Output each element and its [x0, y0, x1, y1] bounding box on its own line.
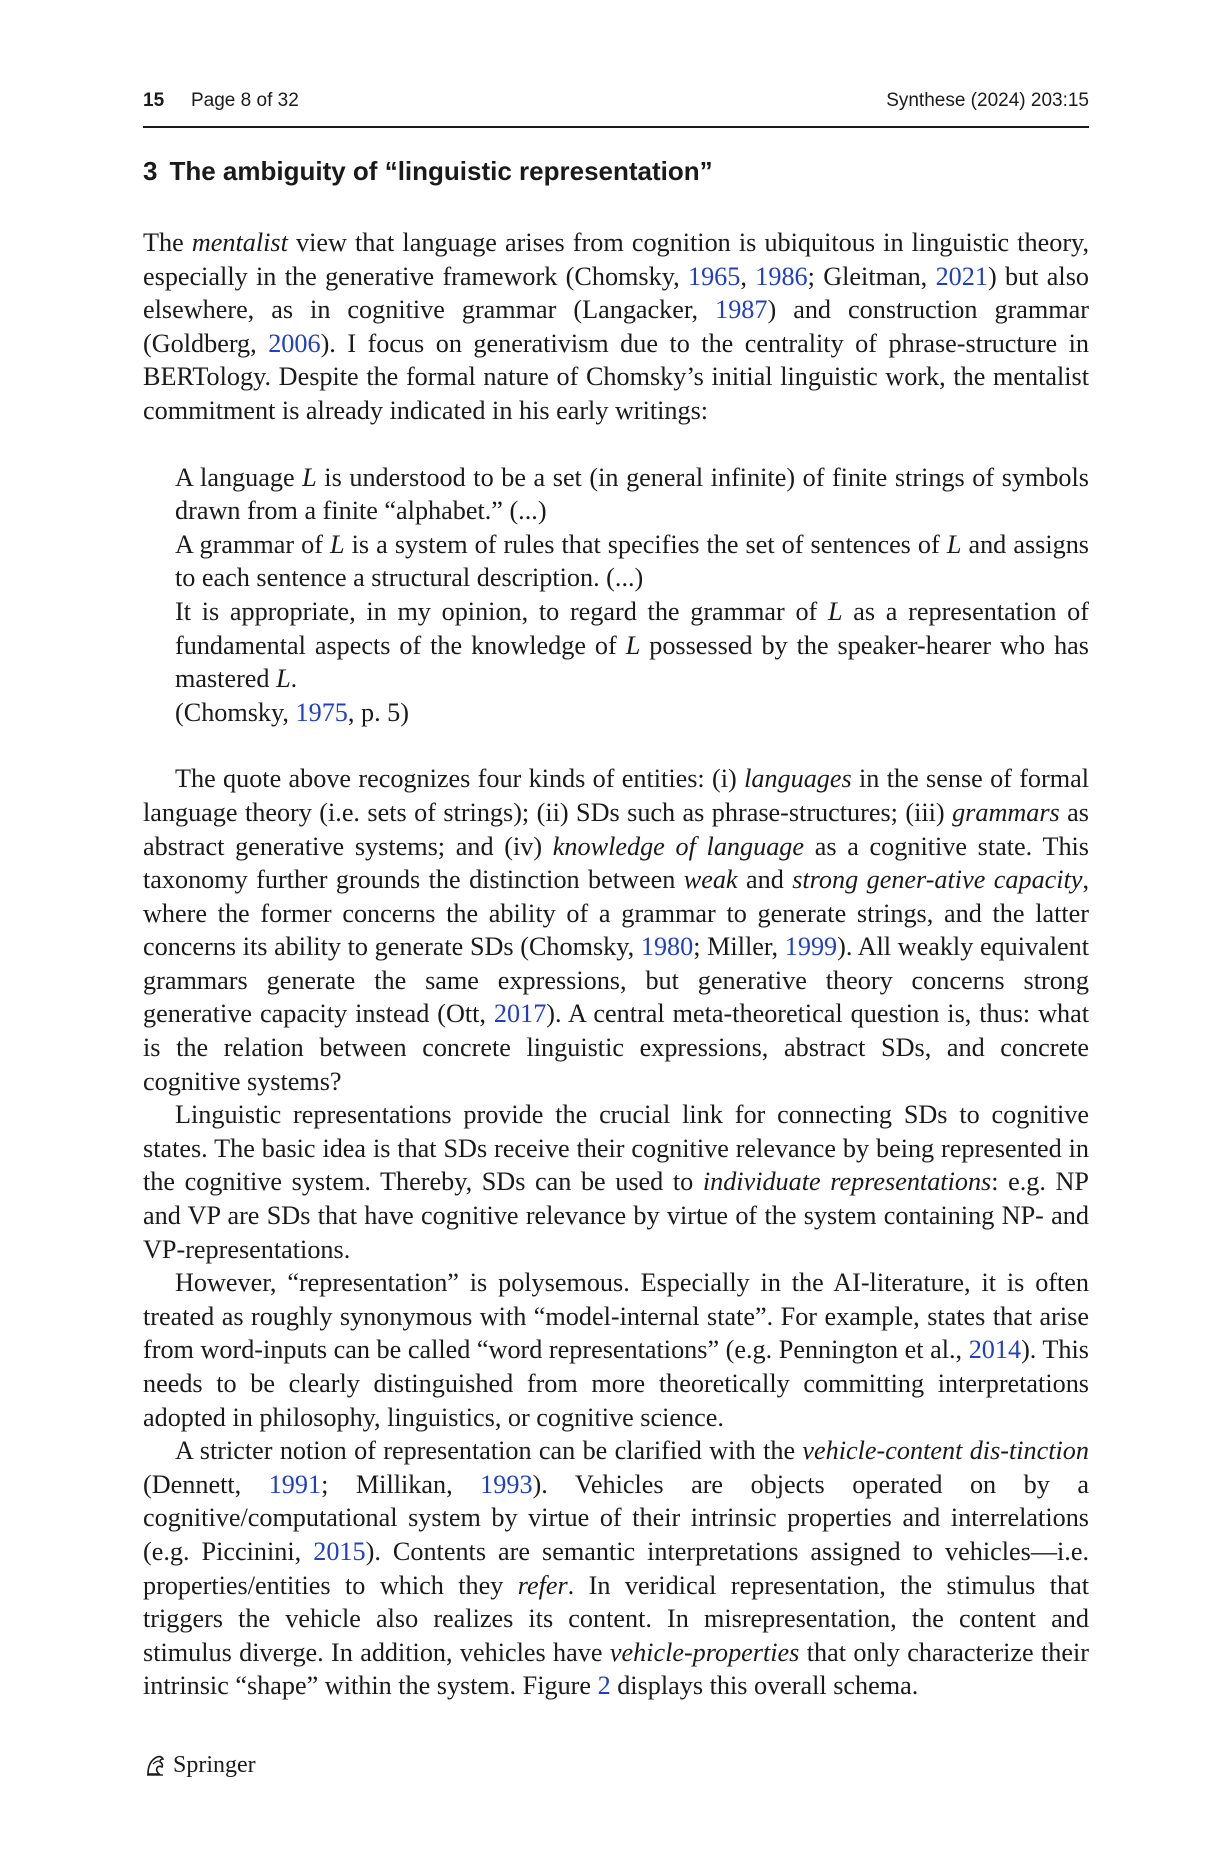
quote-line-2: [175, 528, 1089, 595]
body-text: [143, 226, 1089, 1703]
text-run: ). I focus on generativism due to the centrality of phrase-structure in BERTology. Despite the formal nature of Chomsky’s initial linguistic work, the mentalist commitment is already indicated in his early writings:: [143, 328, 1089, 425]
text-run: ). Vehicles are objects operated on by a cognitive/computational system by virtue of their intrinsic properties and interrelations (e.g. Piccinini,: [143, 1469, 1089, 1566]
text-run: . In veridical representation, the stimulus that triggers the vehicle also realizes its content. In misrepresentation, the content and stimulus diverge. In addition, vehicles have: [143, 1570, 1090, 1667]
text-run: ; Miller,: [693, 932, 785, 962]
emphasis: weak: [683, 865, 738, 895]
citation-link[interactable]: 1993: [480, 1469, 533, 1499]
emphasis: grammars: [952, 797, 1060, 827]
math-variable: L: [625, 630, 641, 660]
citation-link[interactable]: 2006: [268, 328, 321, 358]
math-variable: L: [276, 664, 291, 694]
block-quote: [175, 461, 1089, 730]
paragraph-4: [143, 1266, 1089, 1434]
emphasis: refer: [517, 1570, 568, 1600]
citation-link[interactable]: 1965: [687, 261, 741, 291]
text-run: ) but also elsewhere, as in cognitive grammar (Langacker,: [143, 261, 1089, 325]
text-run: Linguistic representations provide the crucial link for connecting SDs to cognitive states. The basic idea is that SDs receive their cognitive relevance by being represented in the cognitive system. Thereby, SDs can be used to: [143, 1100, 1089, 1197]
math-variable: L: [329, 529, 345, 559]
text-run: (Chomsky,: [175, 697, 296, 727]
text-run: ). A central meta-theoretical question is, thus: what is the relation between concrete linguistic expressions, abstract SDs, and concrete cognitive systems?: [143, 999, 1090, 1096]
emphasis: knowledge of language: [552, 831, 805, 861]
text-run: possessed by the speaker-hearer who has mastered: [175, 630, 1089, 694]
text-run: The: [143, 228, 192, 257]
text-run: ; Gleitman,: [807, 261, 936, 291]
text-run: ) and construction grammar (Goldberg,: [143, 295, 1089, 358]
text-run: It is appropriate, in my opinion, to regard the grammar of: [175, 596, 828, 626]
citation-link[interactable]: 1999: [784, 932, 838, 962]
text-run: The quote above recognizes four kinds of entities: (i): [175, 764, 745, 794]
emphasis: vehicle-properties: [609, 1637, 800, 1667]
quote-line-1: [175, 461, 1089, 528]
text-run: that only characterize their intrinsic “shape” within the system. Figure: [143, 1637, 1089, 1701]
text-run: as a cognitive state. This taxonomy further grounds the distinction between: [143, 831, 1089, 895]
emphasis: vehicle-content dis-tinction: [802, 1436, 1089, 1466]
citation-link[interactable]: 1991: [268, 1469, 322, 1499]
text-run: is a system of rules that specifies the set of sentences of: [344, 529, 947, 559]
text-run: , where the former concerns the ability of a grammar to generate strings, and the latter concerns its ability to generate SDs (Chomsky,: [143, 865, 1090, 962]
text-run: ). This needs to be clearly distinguished from more theoretically committing interpretations adopted in philosophy, linguistics, or cognitive science.: [143, 1335, 1089, 1432]
page-label: Page 8 of 32: [191, 90, 299, 111]
text-run: , p. 5): [347, 697, 409, 727]
figure-link[interactable]: 2: [597, 1671, 611, 1701]
text-run: However, “representation” is polysemous. Especially in the AI-literature, it is often treated as roughly synonymous with “model-internal state”. For example, states that arise from word-inputs can be called “word representations” (e.g. Pennington et al.,: [143, 1268, 1089, 1365]
text-run: in the sense of formal language theory (i.e. sets of strings); (ii) SDs such as phrase-structures; (iii): [143, 764, 1090, 827]
section-number: 3: [143, 156, 158, 186]
publisher-footer: [143, 1748, 256, 1782]
citation-link[interactable]: 2017: [493, 999, 547, 1029]
emphasis: languages: [744, 764, 852, 794]
math-variable: L: [828, 596, 843, 626]
citation-link[interactable]: 1980: [640, 932, 694, 962]
emphasis: mentalist: [191, 228, 288, 257]
citation-link[interactable]: 2021: [935, 261, 988, 291]
quote-line-3: [175, 595, 1089, 696]
text-run: .: [290, 664, 298, 694]
text-run: view that language arises from cognition is ubiquitous in linguistic theory, especially in the generative framework (Chomsky,: [143, 228, 1090, 291]
text-run: A grammar of: [175, 529, 330, 559]
paragraph-5: [143, 1434, 1089, 1703]
emphasis: strong gener-ative capacity: [792, 865, 1083, 895]
section-heading: [143, 156, 713, 187]
quote-citation: [175, 696, 1089, 730]
text-run: and assigns to each sentence a structural description. (...): [175, 529, 1089, 593]
math-variable: L: [302, 462, 317, 492]
text-run: ). All weakly equivalent grammars generate the same expressions, but generative theory concerns strong generative capacity instead (Ott,: [143, 932, 1090, 1029]
paragraph-1: [143, 226, 1089, 428]
citation-link[interactable]: 2015: [313, 1536, 366, 1566]
paragraph-2: [143, 762, 1089, 1098]
citation-link[interactable]: 2014: [968, 1335, 1022, 1365]
text-run: ,: [740, 261, 756, 291]
emphasis: individuate representations: [702, 1167, 992, 1197]
text-run: A language: [175, 462, 303, 492]
running-header: [143, 90, 1089, 130]
text-run: ). Contents are semantic interpretations assigned to vehicles—i.e. properties/entities to which they: [143, 1536, 1089, 1600]
text-run: (Dennett,: [143, 1469, 269, 1499]
article-number: 15: [143, 90, 165, 111]
text-run: displays this overall schema.: [610, 1671, 919, 1701]
citation-link[interactable]: 1975: [295, 697, 348, 727]
text-run: A stricter notion of representation can be clarified with the: [175, 1436, 803, 1466]
text-run: ; Millikan,: [321, 1469, 481, 1499]
springer-horse-icon: [143, 1752, 169, 1778]
citation-link[interactable]: 1986: [755, 261, 808, 291]
journal-citation: Synthese (2024) 203:15: [886, 90, 1089, 111]
citation-link[interactable]: 1987: [715, 295, 768, 325]
paragraph-3: [143, 1098, 1089, 1266]
header-divider: [143, 126, 1089, 128]
math-variable: L: [946, 529, 962, 559]
text-run: as abstract generative systems; and (iv): [143, 797, 1089, 861]
text-run: and: [737, 865, 793, 895]
section-title: The ambiguity of “linguistic representation”: [169, 156, 713, 186]
text-run: is understood to be a set (in general infinite) of finite strings of symbols drawn from a finite “alphabet.” (...): [175, 462, 1089, 526]
text-run: as a representation of fundamental aspects of the knowledge of: [175, 596, 1089, 660]
publisher-name: Springer: [173, 1751, 256, 1778]
text-run: : e.g. NP and VP are SDs that have cognitive relevance by virtue of the system containing NP- and VP-representations.: [143, 1167, 1089, 1264]
